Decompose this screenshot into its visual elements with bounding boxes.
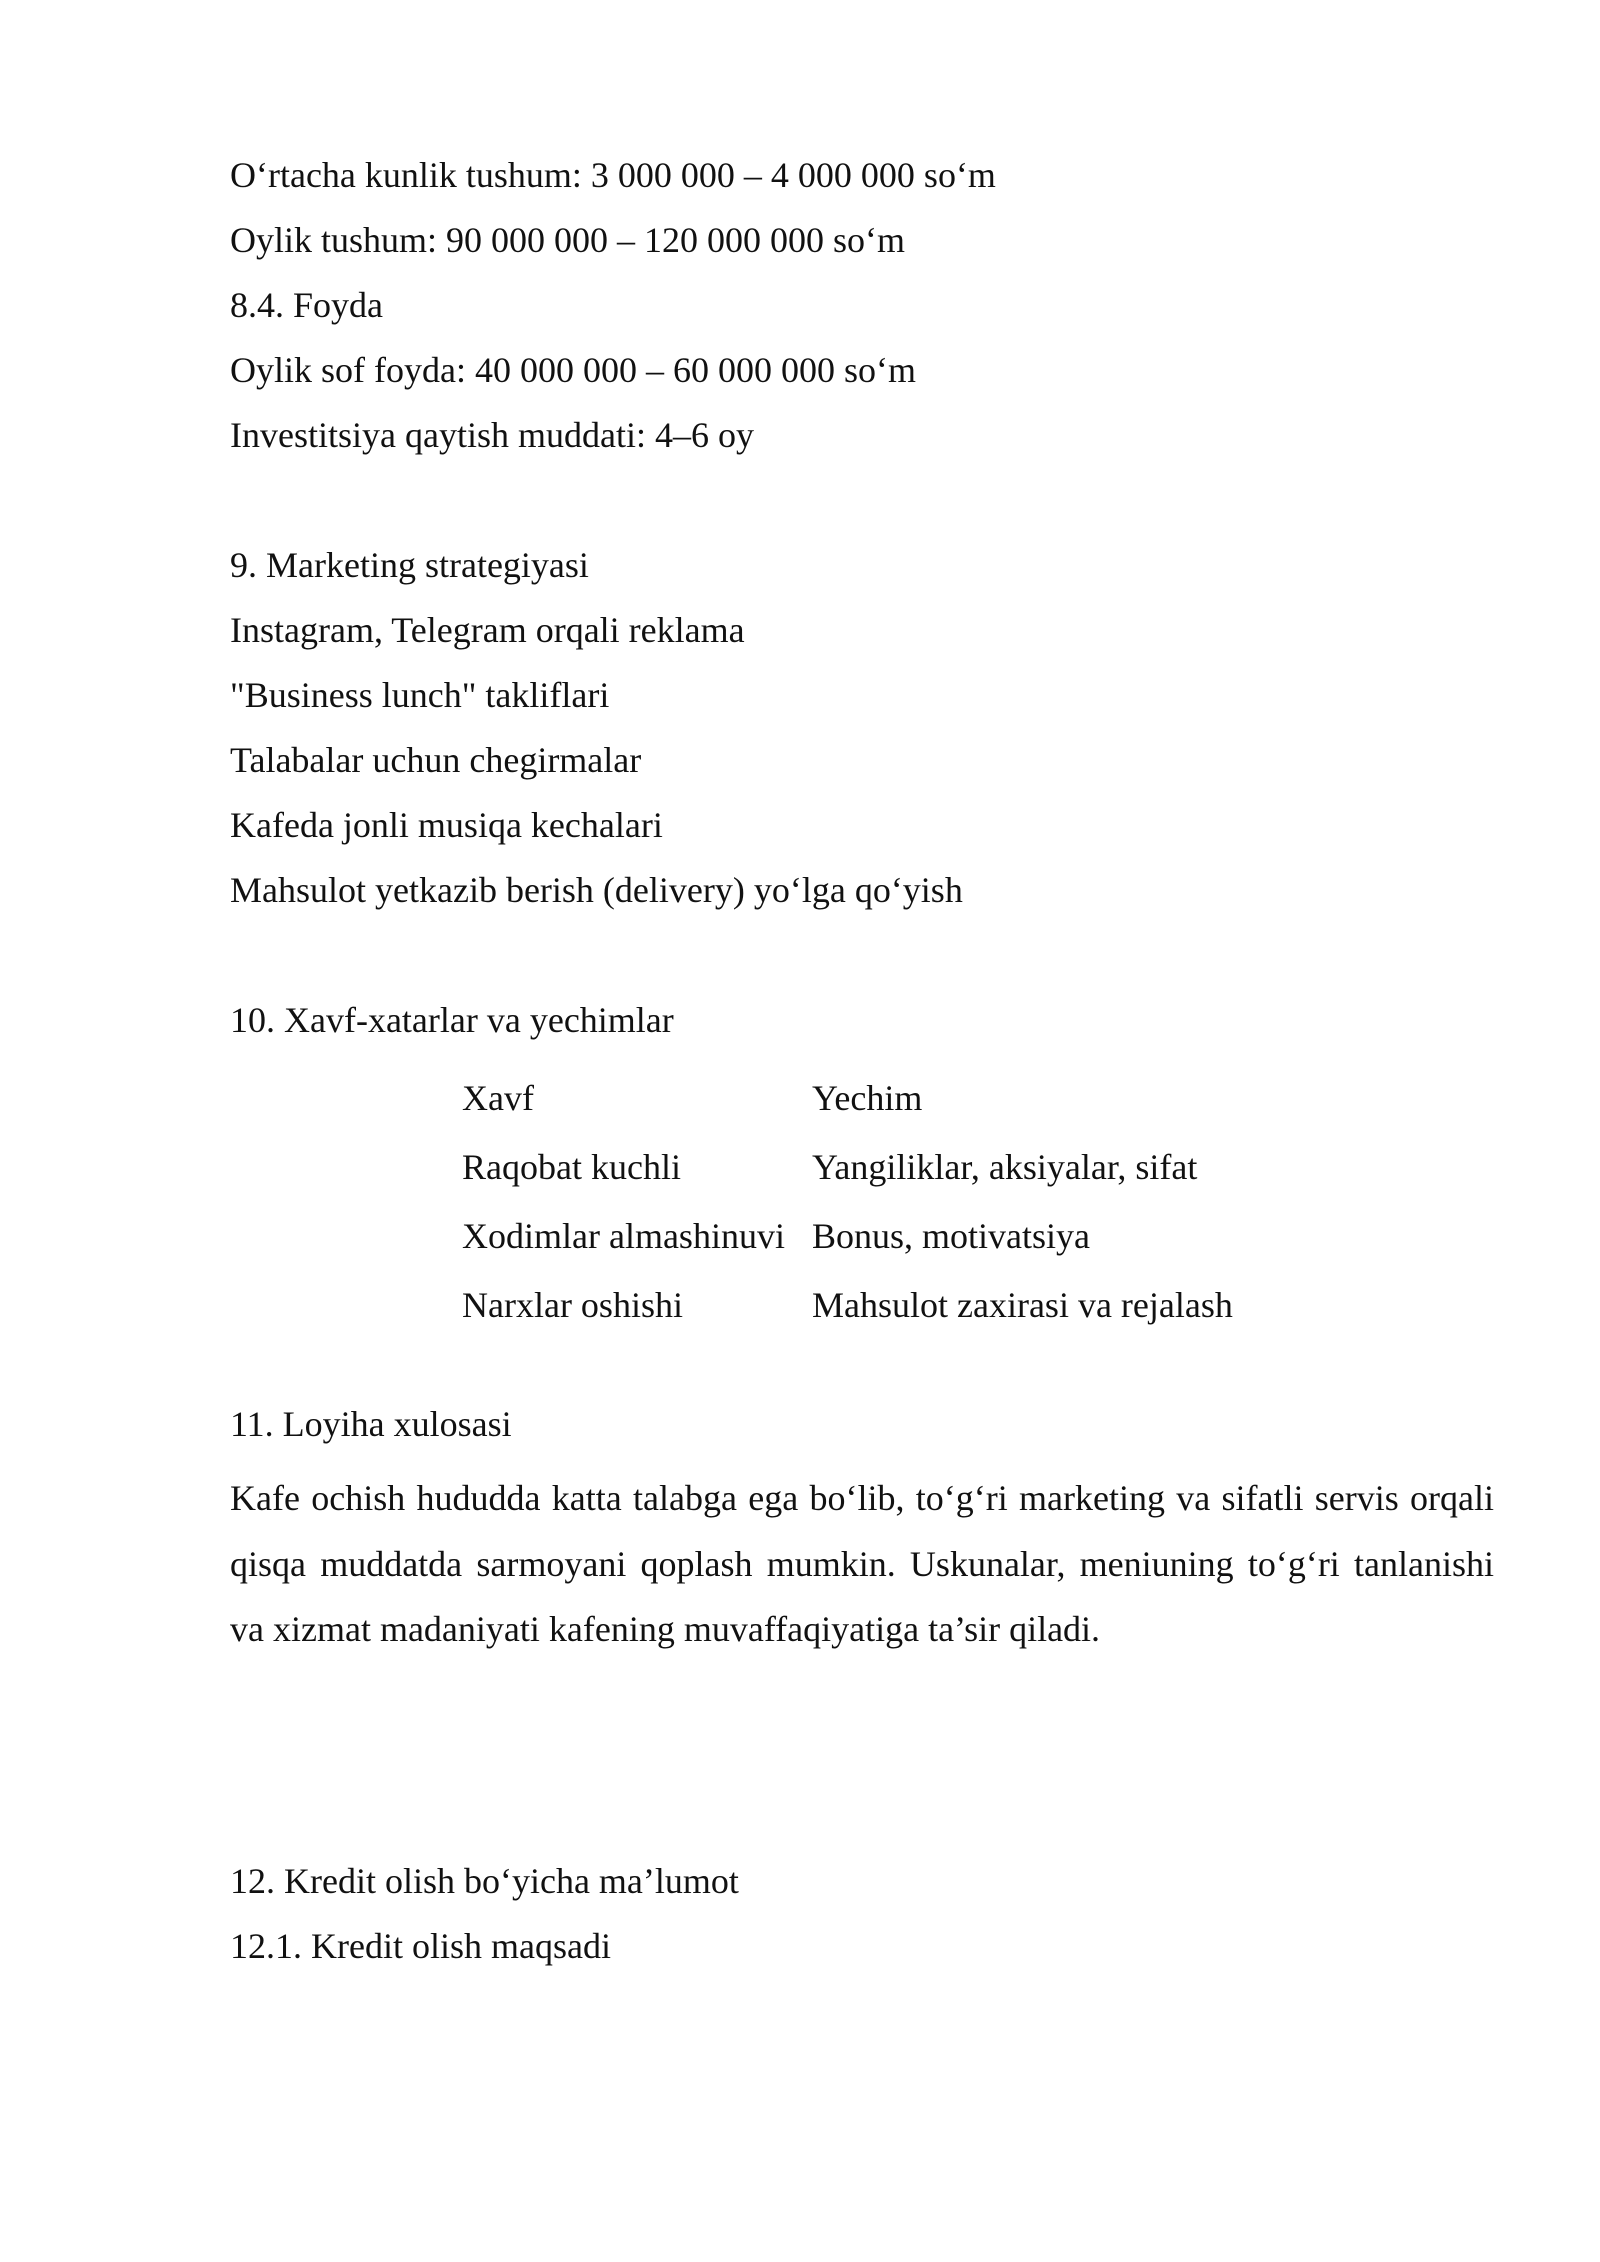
table-header-row [462, 1063, 1233, 1132]
conclusion-heading: 11. Loyiha xulosasi [230, 1404, 512, 1444]
risk-cell: Narxlar oshishi [462, 1284, 683, 1325]
column-header-solution: Yechim [812, 1077, 923, 1118]
solution-cell: Bonus, motivatsiya [812, 1215, 1090, 1256]
profit-subheading: 8.4. Foyda [230, 285, 383, 325]
monthly-revenue-line: Oylik tushum: 90 000 000 – 120 000 000 so‘m [230, 220, 906, 260]
column-header-risk: Xavf [462, 1077, 534, 1118]
solution-cell: Yangiliklar, aksiyalar, sifat [812, 1146, 1198, 1187]
risk-table [462, 1063, 1233, 1339]
daily-revenue-line: O‘rtacha kunlik tushum: 3 000 000 – 4 000 000 so‘m [230, 155, 996, 195]
table-row [462, 1201, 1233, 1270]
net-profit-line: Oylik sof foyda: 40 000 000 – 60 000 000 so‘m [230, 350, 916, 390]
risk-cell: Raqobat kuchli [462, 1146, 681, 1187]
marketing-heading: 9. Marketing strategiyasi [230, 545, 589, 585]
marketing-item: Kafeda jonli musiqa kechalari [230, 805, 663, 845]
credit-heading: 12. Kredit olish bo‘yicha ma’lumot [230, 1861, 739, 1901]
marketing-item: Mahsulot yetkazib berish (delivery) yo‘lga qo‘yish [230, 870, 963, 910]
marketing-item: Talabalar uchun chegirmalar [230, 740, 642, 780]
credit-subheading: 12.1. Kredit olish maqsadi [230, 1926, 611, 1966]
marketing-item: Instagram, Telegram orqali reklama [230, 610, 745, 650]
risk-cell: Xodimlar almashinuvi [462, 1215, 785, 1256]
table-row [462, 1270, 1233, 1339]
marketing-item: "Business lunch" takliflari [230, 675, 610, 715]
payback-period-line: Investitsiya qaytish muddati: 4–6 oy [230, 415, 754, 455]
conclusion-paragraph: Kafe ochish hududda katta talabga ega bo‘lib, to‘g‘ri marketing va sifatli servis orqali qisqa muddatda sarmoyani qoplash mumkin. Uskunalar, meniuning to‘g‘ri tanlanishi va xizmat madaniyati kafening muvaffaqiyatiga ta’sir qiladi. [230, 1478, 1494, 1649]
risks-heading: 10. Xavf-xatarlar va yechimlar [230, 1000, 674, 1040]
table-row [462, 1132, 1233, 1201]
solution-cell: Mahsulot zaxirasi va rejalash [812, 1284, 1233, 1325]
